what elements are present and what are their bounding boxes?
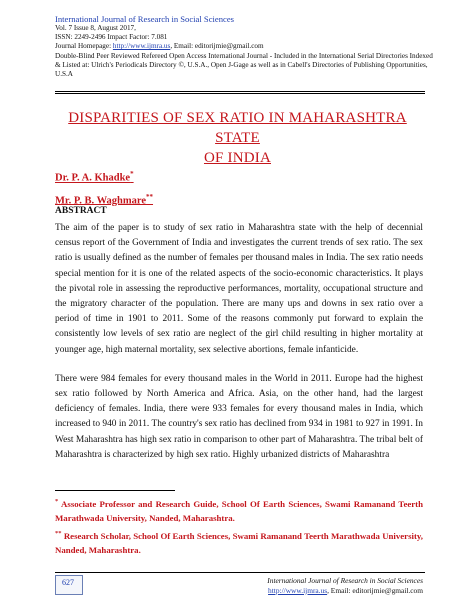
footer-journal xyxy=(230,576,423,595)
issn-line: ISSN: 2249-2496 Impact Factor: 7.081 xyxy=(55,33,168,42)
footnote-1 xyxy=(55,495,423,525)
footnote-rule xyxy=(55,490,175,491)
footnote-2 xyxy=(55,527,423,557)
volume-line: Vol. 7 Issue 8, August 2017, xyxy=(55,24,136,32)
paper-title xyxy=(55,108,420,168)
author-1-mark: * xyxy=(130,170,134,178)
email-text: , Email: editorijmie@gmail.com xyxy=(170,42,264,51)
journal-header xyxy=(55,14,435,79)
homepage-line xyxy=(55,42,435,51)
homepage-link[interactable]: http://www.ijmra.us xyxy=(112,42,171,51)
page-number: 627 xyxy=(62,578,74,587)
footer-journal-name: International Journal of Research in Social Sciences xyxy=(267,576,423,585)
title-line-2: OF INDIA xyxy=(203,150,271,166)
author-list xyxy=(55,165,355,210)
footer-link[interactable]: http://www.ijmra.us xyxy=(268,585,328,595)
author-2-mark: ** xyxy=(146,192,154,201)
author-2-name: Mr. P. B. Waghmare xyxy=(55,195,147,206)
abstract-body xyxy=(55,221,423,477)
footnote-2-mark: ** xyxy=(55,530,62,537)
title-line-1: DISPARITIES OF SEX RATIO IN MAHARASHTRA STATE xyxy=(68,110,407,146)
abstract-paragraph-1: The aim of the paper is to study of sex ratio in Maharashtra state with the help of decennial census report of the Government of India and investigates the current trends of sex ratio. The sex ratio is usually defined as the number of females per thousand males in India. The sex ratio needs special mention for it is one of the related aspects of the socio-economic characteristics. It plays the pivotal role in assessing the reproductive performances, mortality, occupational structure and the migratory character of the population. There are many ups and downs in sex ratio over a period of time in 1901 to 2011. Some of the reasons commonly put forward to explain the consistently low levels of sex ratio are neglect of the girl child resulting in higher mortality at younger age, high maternal mortality, sex selective abortions, female infanticide. xyxy=(55,223,423,355)
author-1 xyxy=(55,165,355,188)
footnote-1-mark: * xyxy=(55,498,59,505)
journal-name: International Journal of Research in Social Sciences xyxy=(55,14,234,24)
abstract-paragraph-2: There were 984 females for every thousand males in the World in 2011. Europe had the highest sex ratio followed by North America and Africa. Asia, on the other hand, had the largest deficiency of females. India, there were 933 females for every thousand males in India, which increased to 940 in 2011. The country's sex ratio has declined from 934 in 1981 to 927 in 1991. In West Maharashtra has high sex ratio in comparison to other part of Maharashtra. The tribal belt of Maharashtra is characterized by high sex ratio. Highly urbanized districts of Maharashtra xyxy=(55,373,423,460)
footer-contact xyxy=(230,586,423,596)
indexing-text: Double-Blind Peer Reviewed Refereed Open Access International Journal - Included in the International Serial Directories Indexed & Listed at: Ulrich's Periodicals Directory ©, U.S.A., Open J-Gage as well as in Cabell's Directories of Publishing Opportunities, U.S.A xyxy=(55,51,433,79)
author-1-name: Dr. P. A. Khadke xyxy=(55,172,131,184)
abstract-heading: ABSTRACT xyxy=(55,206,107,216)
footnote-1-text: Associate Professor and Research Guide, School Of Earth Sciences, Swami Ramanand Teerth Marathwada University, Nanded, Maharashtra. xyxy=(55,498,423,523)
homepage-prefix: Journal Homepage: xyxy=(55,42,113,51)
header-rule xyxy=(55,91,425,94)
footer-email: , Email: editorijmie@gmail.com xyxy=(327,585,423,595)
footer-rule xyxy=(55,572,425,573)
footnote-2-text: Research Scholar, School Of Earth Sciences, Swami Ramanand Teerth Marathwada University, Nanded, Maharashtra. xyxy=(55,530,423,555)
